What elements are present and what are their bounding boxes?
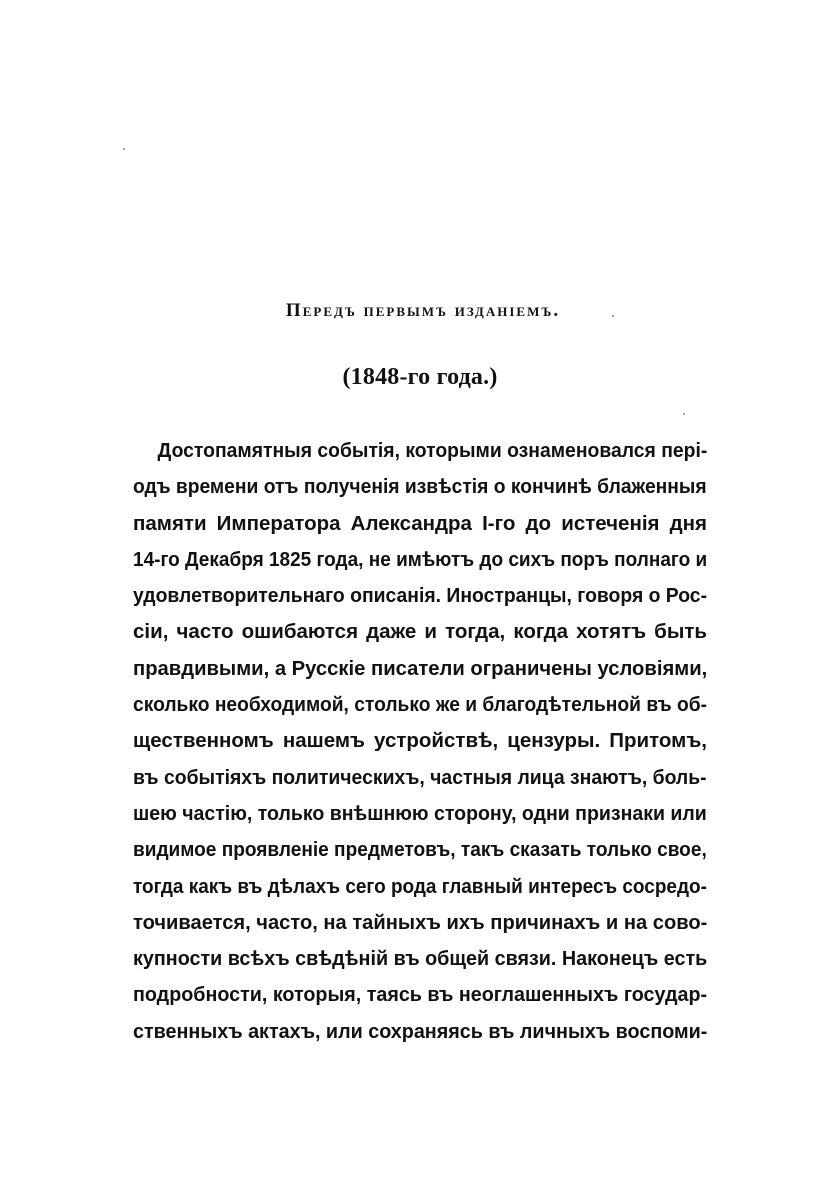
- text-line: 14-го Декабря 1825 года, не имѣютъ до сихъ поръ полнаго и: [133, 547, 708, 571]
- text-line: купности всѣхъ свѣдѣній въ общей связи. Наконецъ есть: [133, 947, 708, 971]
- body-paragraph: [133, 433, 707, 1050]
- section-heading-text: Передъ первымъ изданіемъ.: [285, 300, 561, 321]
- text-line: правдивыми, а Русскіе писатели ограничены условіями,: [133, 656, 708, 680]
- scan-speck: [123, 148, 125, 150]
- text-line: тогда какъ въ дѣлахъ сего рода главный интересъ сосредо-: [133, 874, 707, 898]
- section-date: (1848-го года.): [342, 364, 498, 390]
- text-line: ственныхъ актахъ, или сохраняясь въ личныхъ воспоми-: [133, 1019, 708, 1043]
- text-line: сіи, часто ошибаются даже и тогда, когда хотятъ быть: [133, 620, 707, 644]
- scan-speck: [612, 315, 614, 317]
- text-line: одъ времени отъ полученія извѣстія о кончинѣ блаженныя: [133, 475, 707, 499]
- text-line: точивается, часто, на тайныхъ ихъ причинахъ и на сово-: [133, 910, 708, 934]
- text-line: подробности, которыя, таясь въ неоглашенныхъ государ-: [133, 983, 708, 1007]
- text-line: памяти Императора Александра I-го до истеченія дня: [133, 511, 707, 535]
- text-line: въ событіяхъ политическихъ, частныя лица знаютъ, боль-: [133, 765, 707, 789]
- text-line: удовлетворительнаго описанія. Иностранцы, говоря о Рос-: [133, 584, 708, 608]
- text-line: шею частію, только внѣшнюю сторону, одни признаки или: [133, 801, 707, 825]
- scan-speck: [683, 413, 685, 415]
- text-line: щественномъ нашемъ устройствѣ, цензуры. Притомъ,: [133, 729, 707, 753]
- text-line: Достопамятныя событія, которыми ознаменовался пері-: [157, 439, 708, 462]
- text-line: сколько необходимой, столько же и благодѣтельной въ об-: [133, 693, 708, 717]
- text-line: видимое проявленіе предметовъ, такъ сказать только свое,: [133, 838, 707, 862]
- section-heading: [0, 300, 840, 322]
